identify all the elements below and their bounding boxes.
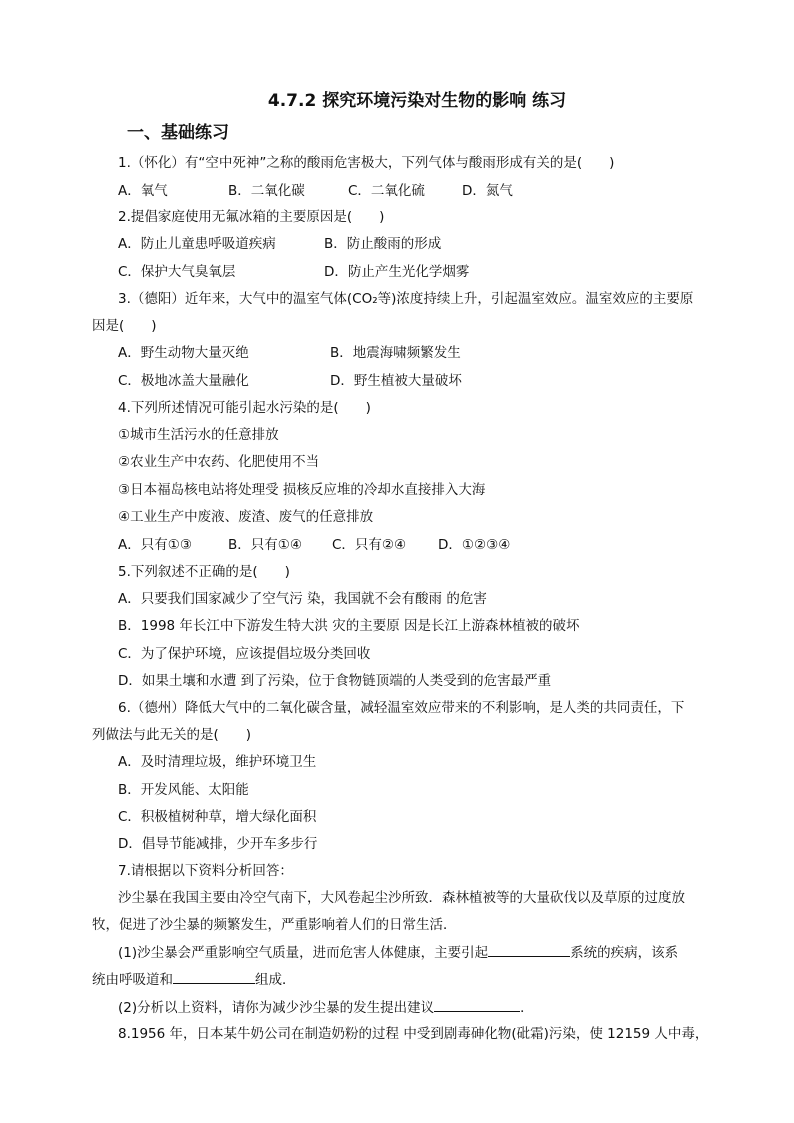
question-7-sub-1-line-1 [118, 942, 678, 963]
question-5-option-c: C．为了保护环境，应该提倡垃圾分类回收 [118, 646, 371, 662]
answer-blank-1[interactable] [488, 942, 570, 957]
answer-blank-3[interactable] [434, 997, 520, 1012]
question-4-option-b: B．只有①④ [228, 537, 302, 553]
question-7-sub-2 [118, 997, 534, 1018]
question-4-option-d: D．①②③④ [438, 537, 511, 553]
question-4-item-3: ③日本福岛核电站将处理受 损核反应堆的冷却水直接排入大海 [118, 482, 486, 498]
question-5-stem: 5.下列叙述不正确的是( ) [118, 564, 290, 580]
question-7-material-line-1: 沙尘暴在我国主要由冷空气南下，大风卷起尘沙所致．森林植被等的大量砍伐以及草原的过度放 [118, 890, 685, 906]
question-7-sub-2-text-b: ． [520, 1000, 534, 1016]
question-5-option-d: D．如果土壤和水遭 到了污染，位于食物链顶端的人类受到的危害最严重 [118, 673, 552, 689]
question-1-option-d: D．氮气 [462, 183, 513, 199]
section-heading: 一、基础练习 [127, 123, 229, 143]
question-1-option-b: B．二氧化碳 [228, 183, 305, 199]
document-title: 4.7.2 探究环境污染对生物的影响 练习 [267, 91, 567, 111]
question-6-stem-line-1: 6.（德州）降低大气中的二氧化碳含量，减轻温室效应带来的不利影响，是人类的共同责任，下 [118, 700, 685, 716]
question-8-stem: 8.1956 年，日本某牛奶公司在制造奶粉的过程 中受到剧毒砷化物(砒霜)污染，使 12159 人中毒， [118, 1026, 709, 1042]
question-3-option-b: B．地震海啸频繁发生 [330, 345, 461, 361]
question-5-option-a: A．只要我们国家减少了空气污 染，我国就不会有酸雨 的危害 [118, 591, 487, 607]
question-6-option-c: C．积极植树种草，增大绿化面积 [118, 809, 317, 825]
question-7-sub-1-text-b: 系统的疾病，该系 [570, 945, 679, 961]
question-2-option-a: A．防止儿童患呼吸道疾病 [118, 236, 276, 252]
question-2-option-d: D．防止产生光化学烟雾 [324, 264, 470, 280]
question-2-option-b: B．防止酸雨的形成 [324, 236, 442, 252]
question-4-item-1: ①城市生活污水的任意排放 [118, 427, 279, 443]
question-6-option-a: A．及时清理垃圾，维护环境卫生 [118, 754, 317, 770]
question-7-stem: 7.请根据以下资料分析回答： [118, 863, 293, 879]
question-1-stem: 1.（怀化）有“空中死神”之称的酸雨危害极大，下列气体与酸雨形成有关的是( ) [118, 155, 615, 171]
question-3-option-a: A．野生动物大量灭绝 [118, 345, 249, 361]
answer-blank-2[interactable] [173, 969, 255, 984]
question-3-option-d: D．野生植被大量破坏 [330, 373, 462, 389]
question-7-sub-2-text-a: (2)分析以上资料，请你为减少沙尘暴的发生提出建议 [118, 1000, 435, 1016]
question-5-option-b: B．1998 年长江中下游发生特大洪 灾的主要原 因是长江上游森林植被的破坏 [118, 618, 580, 634]
question-7-sub-1-text-d: 组成． [255, 972, 296, 988]
question-3-stem-line-1: 3.（德阳）近年来，大气中的温室气体(CO₂等)浓度持续上升，引起温室效应。温室效应的主要原 [118, 291, 694, 307]
question-3-stem-line-2: 因是( ) [92, 318, 157, 334]
question-4-item-2: ②农业生产中农药、化肥使用不当 [118, 454, 320, 470]
question-7-material-line-2: 牧，促进了沙尘暴的频繁发生，严重影响着人们的日常生活． [92, 917, 457, 933]
question-2-option-c: C．保护大气臭氧层 [118, 264, 236, 280]
question-6-option-d: D．倡导节能减排，少开车多步行 [118, 836, 318, 852]
question-7-sub-1-text-c: 统由呼吸道和 [92, 972, 173, 988]
question-6-option-b: B．开发风能、太阳能 [118, 782, 249, 798]
question-4-stem: 4.下列所述情况可能引起水污染的是( ) [118, 400, 371, 416]
question-4-item-4: ④工业生产中废液、废渣、废气的任意排放 [118, 509, 374, 525]
question-7-sub-1-text-a: (1)沙尘暴会严重影响空气质量，进而危害人体健康，主要引起 [118, 945, 489, 961]
question-6-stem-line-2: 列做法与此无关的是( ) [92, 727, 252, 743]
question-1-option-c: C．二氧化硫 [348, 183, 425, 199]
question-7-sub-1-line-2 [92, 969, 296, 990]
question-1-option-a: A．氧气 [118, 183, 168, 199]
question-3-option-c: C．极地冰盖大量融化 [118, 373, 249, 389]
question-4-option-c: C．只有②④ [332, 537, 407, 553]
question-4-option-a: A．只有①③ [118, 537, 192, 553]
question-2-stem: 2.提倡家庭使用无氟冰箱的主要原因是( ) [118, 209, 385, 225]
